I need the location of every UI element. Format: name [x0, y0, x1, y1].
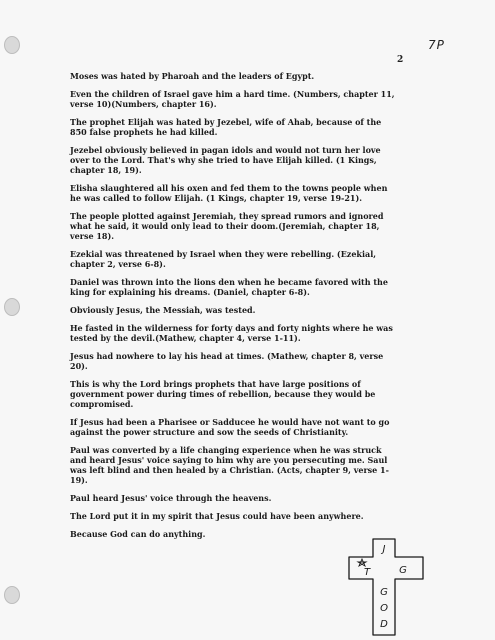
paragraph: Ezekial was threatened by Israel when they were rebelling. (Ezekial, chapter 2, verse 6-8).: [70, 249, 377, 269]
paragraph: Even the children of Israel gave him a hard time. (Numbers, chapter 11, verse 10)(Numbers, chapter 16).: [70, 89, 395, 109]
paragraph: Paul heard Jesus' voice through the heavens.: [70, 493, 272, 503]
paragraph: The prophet Elijah was hated by Jezebel, wife of Ahab, because of the 850 false prophets he had killed.: [70, 117, 382, 137]
paragraph: If Jesus had been a Pharisee or Sadducee he would have not want to go against the power structure and sow the seeds of Christianity.: [70, 417, 390, 437]
paragraph: Daniel was thrown into the lions den when he became favored with the king for explaining his dreams. (Daniel, chapter 6-8).: [70, 277, 388, 297]
paragraph: The people plotted against Jeremiah, they spread rumors and ignored what he said, it would only lead to their doom.(Jeremiah, chapter 18, verse 18).: [70, 211, 384, 241]
star-icon: [358, 559, 366, 566]
paragraph: Paul was converted by a life changing experience when he was struck and heard Jesus' voice saying to him why are you persecuting me. Saul was left blind and then healed by a Christian. (Acts, chapter 9, verse 1-19).: [70, 445, 389, 485]
cross-letter-left: T: [363, 567, 371, 578]
cross-drawing: [343, 535, 428, 639]
cross-letter-bottom: D: [380, 619, 388, 630]
cross-letter-top: J: [382, 544, 386, 555]
page-number: 2: [397, 55, 404, 65]
paragraph: Obviously Jesus, the Messiah, was tested.: [70, 305, 256, 315]
cross-letter-bottom: O: [380, 603, 388, 614]
paragraph: Jezebel obviously believed in pagan idols and would not turn her love over to the Lord. That's why she tried to have Elijah killed. (1 Kings, chapter 18, 19).: [70, 145, 381, 175]
paragraph: This is why the Lord brings prophets that have large positions of government power during times of rebellion, because they would be compromised.: [70, 379, 376, 409]
punch-hole: [4, 586, 20, 604]
body-text: [70, 71, 400, 547]
paragraph: The Lord put it in my spirit that Jesus could have been anywhere.: [70, 511, 364, 521]
paragraph: Moses was hated by Pharoah and the leaders of Egypt.: [70, 71, 315, 81]
handwritten-page-mark: 7P: [428, 38, 445, 52]
punch-hole: [4, 36, 20, 54]
paragraph: Elisha slaughtered all his oxen and fed them to the towns people when he was called to follow Elijah. (1 Kings, chapter 19, verse 19-21).: [70, 183, 388, 203]
punch-hole: [4, 298, 20, 316]
paragraph: He fasted in the wilderness for forty days and forty nights where he was tested by the devil.(Mathew, chapter 4, verse 1-11).: [70, 323, 393, 343]
cross-letter-right: G: [399, 565, 407, 576]
paragraph: Jesus had nowhere to lay his head at times. (Mathew, chapter 8, verse 20).: [70, 351, 384, 371]
cross-letter-bottom: G: [380, 587, 388, 598]
paragraph: Because God can do anything.: [70, 529, 206, 539]
